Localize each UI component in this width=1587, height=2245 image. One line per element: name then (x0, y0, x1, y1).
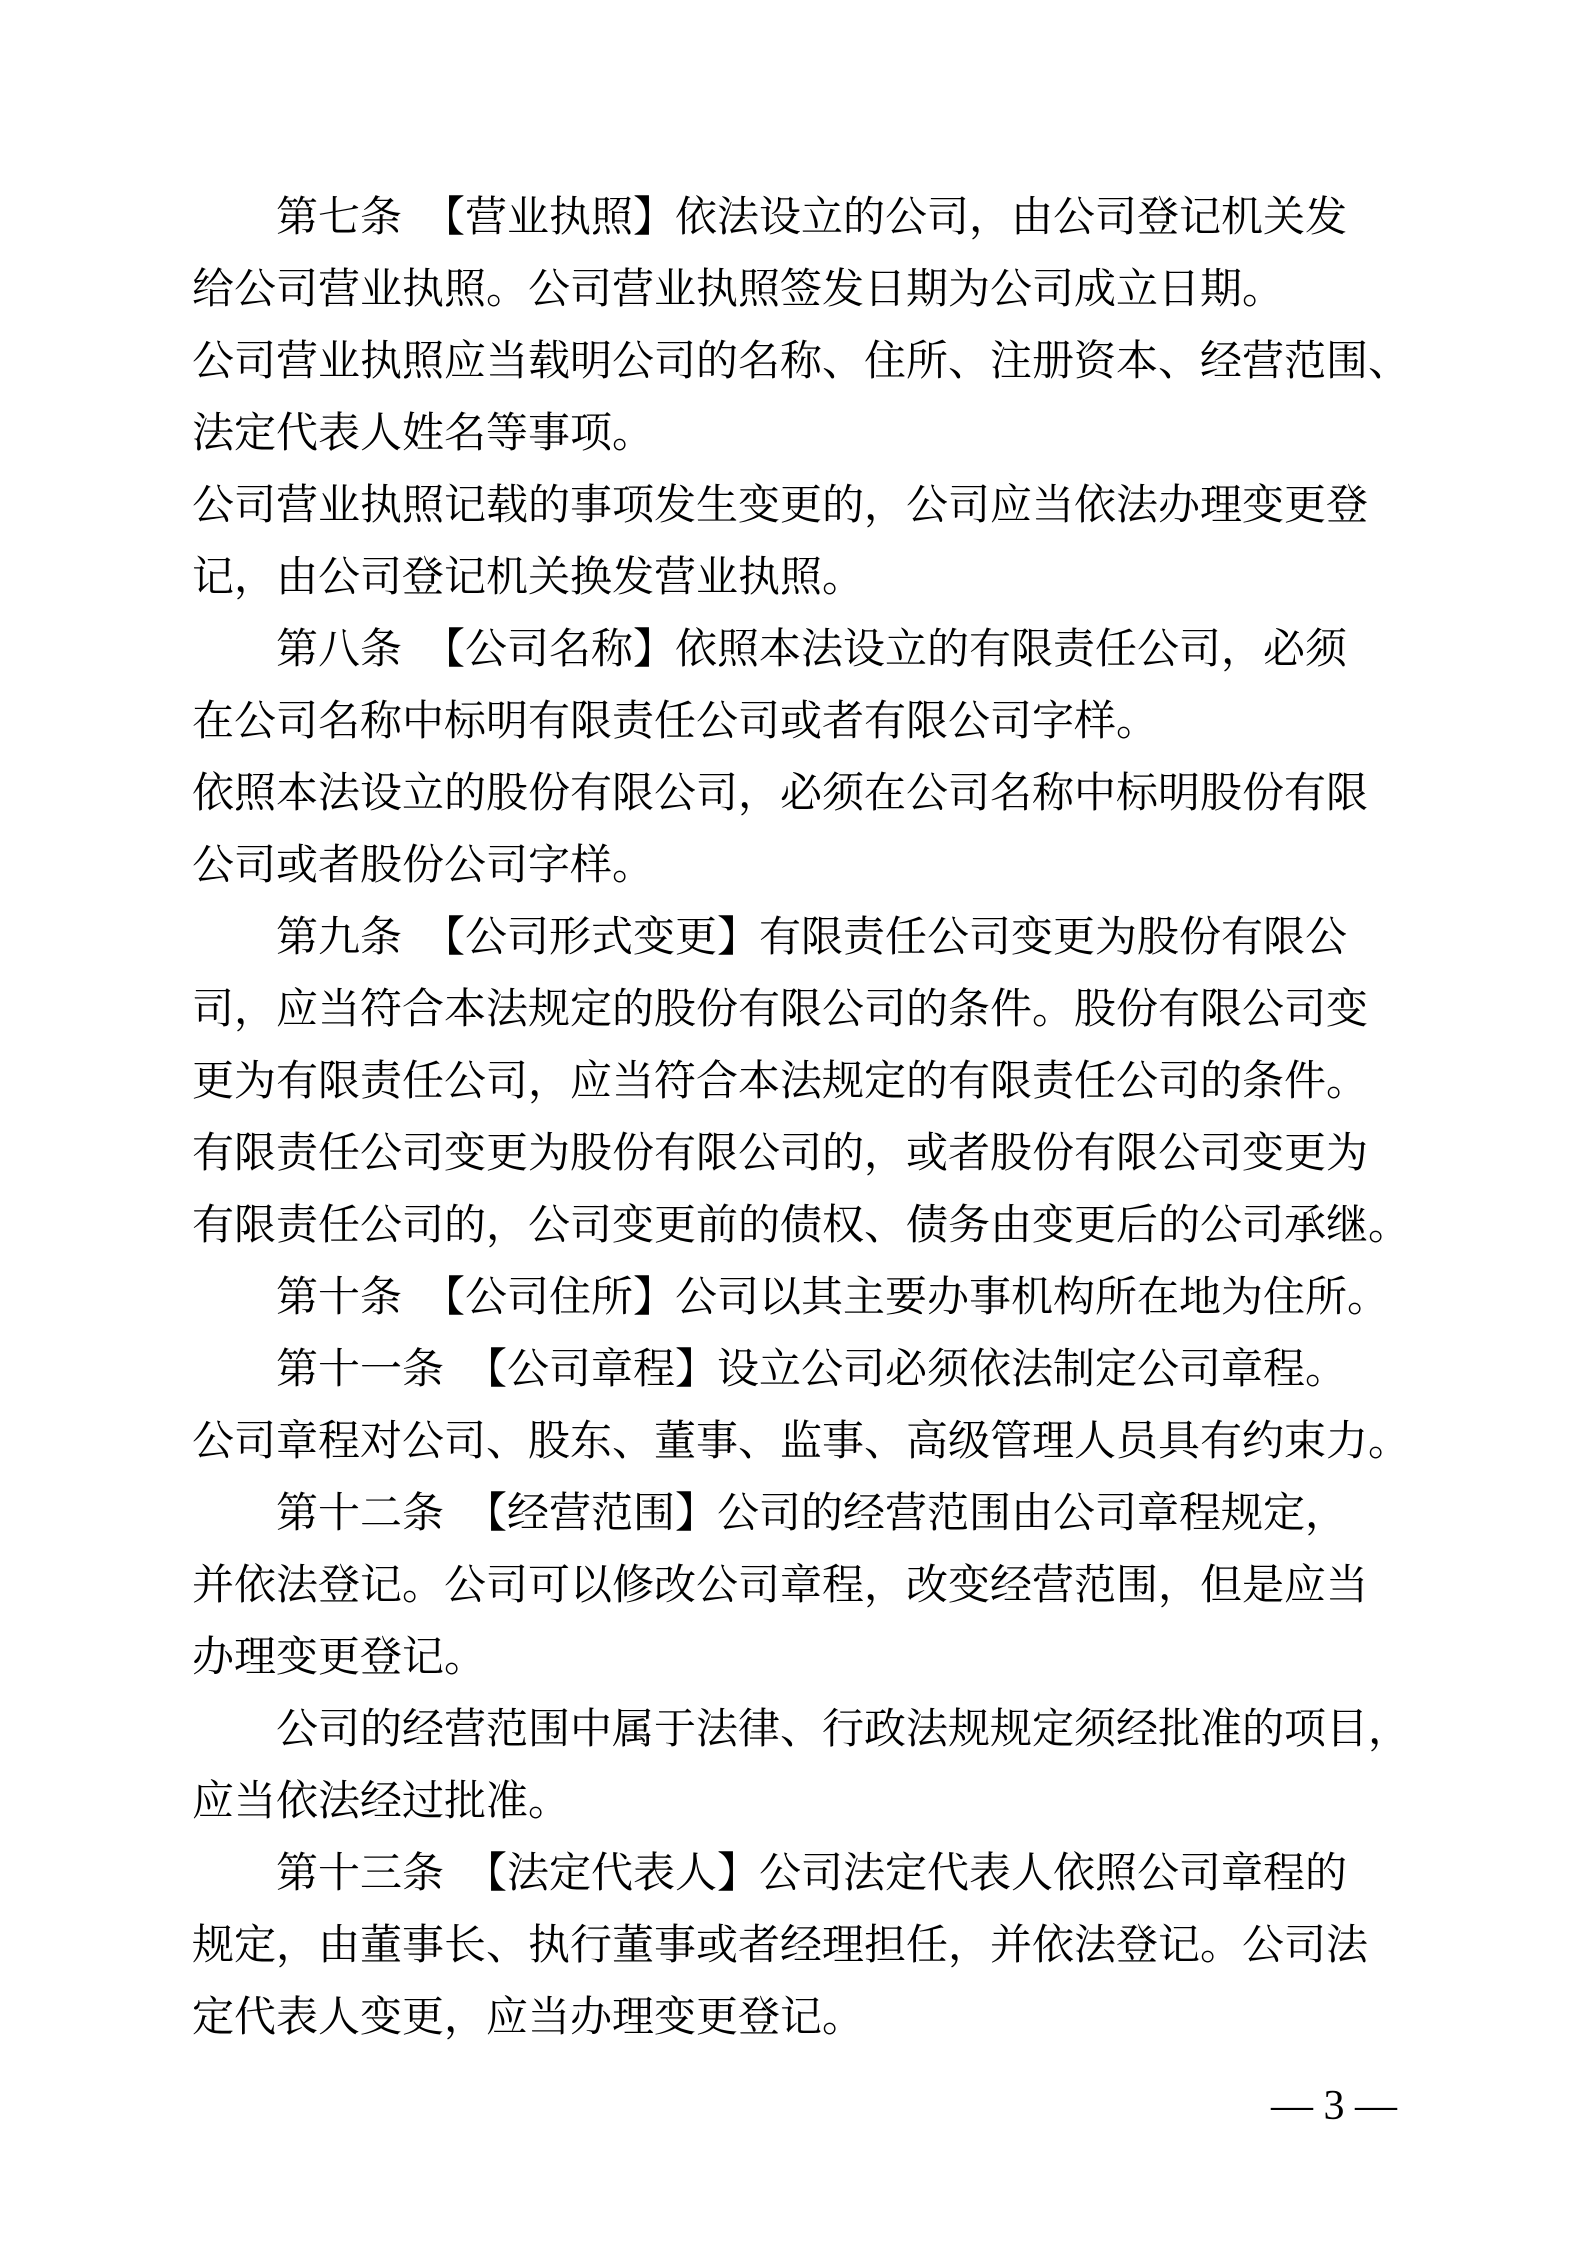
document-line: 记，由公司登记机关换发营业执照。 (192, 555, 865, 601)
document-line: 规定，由董事长、执行董事或者经理担任，并依法登记。公司法 (192, 1923, 1369, 1969)
document-line: 司，应当符合本法规定的股份有限公司的条件。股份有限公司变 (192, 987, 1369, 1033)
document-body (192, 182, 1462, 2054)
document-line: 公司的经营范围中属于法律、行政法规规定须经批准的项目， (276, 1707, 1411, 1753)
document-line: 给公司营业执照。公司营业执照签发日期为公司成立日期。 (192, 267, 1285, 313)
document-line: 依照本法设立的股份有限公司，必须在公司名称中标明股份有限 (192, 771, 1369, 817)
document-line: 第十条 【公司住所】公司以其主要办事机构所在地为住所。 (276, 1275, 1390, 1321)
document-line: 公司章程对公司、股东、董事、监事、高级管理人员具有约束力。 (192, 1419, 1411, 1465)
document-line: 第十二条 【经营范围】公司的经营范围由公司章程规定， (276, 1491, 1348, 1537)
page-number: — 3 — (1271, 2083, 1397, 2129)
document-line: 公司或者股份公司字样。 (192, 843, 655, 889)
document-line: 办理变更登记。 (192, 1635, 487, 1681)
document-line: 公司营业执照记载的事项发生变更的，公司应当依法办理变更登 (192, 483, 1369, 529)
document-line: 更为有限责任公司，应当符合本法规定的有限责任公司的条件。 (192, 1059, 1369, 1105)
document-line: 并依法登记。公司可以修改公司章程，改变经营范围，但是应当 (192, 1563, 1369, 1609)
document-line: 定代表人变更，应当办理变更登记。 (192, 1995, 865, 2041)
document-line: 第十三条 【法定代表人】公司法定代表人依照公司章程的 (276, 1851, 1348, 1897)
document-line: 有限责任公司变更为股份有限公司的，或者股份有限公司变更为 (192, 1131, 1369, 1177)
document-line: 第十一条 【公司章程】设立公司必须依法制定公司章程。 (276, 1347, 1348, 1393)
document-line: 第九条 【公司形式变更】有限责任公司变更为股份有限公 (276, 915, 1348, 961)
document-line: 第八条 【公司名称】依照本法设立的有限责任公司，必须 (276, 627, 1348, 673)
document-line: 有限责任公司的，公司变更前的债权、债务由变更后的公司承继。 (192, 1203, 1411, 1249)
document-line: 法定代表人姓名等事项。 (192, 411, 655, 457)
document-line: 第七条 【营业执照】依法设立的公司，由公司登记机关发 (276, 195, 1348, 241)
document-line: 应当依法经过批准。 (192, 1779, 571, 1825)
document-line: 在公司名称中标明有限责任公司或者有限公司字样。 (192, 699, 1159, 745)
document-line: 公司营业执照应当载明公司的名称、住所、注册资本、经营范围、 (192, 339, 1411, 385)
